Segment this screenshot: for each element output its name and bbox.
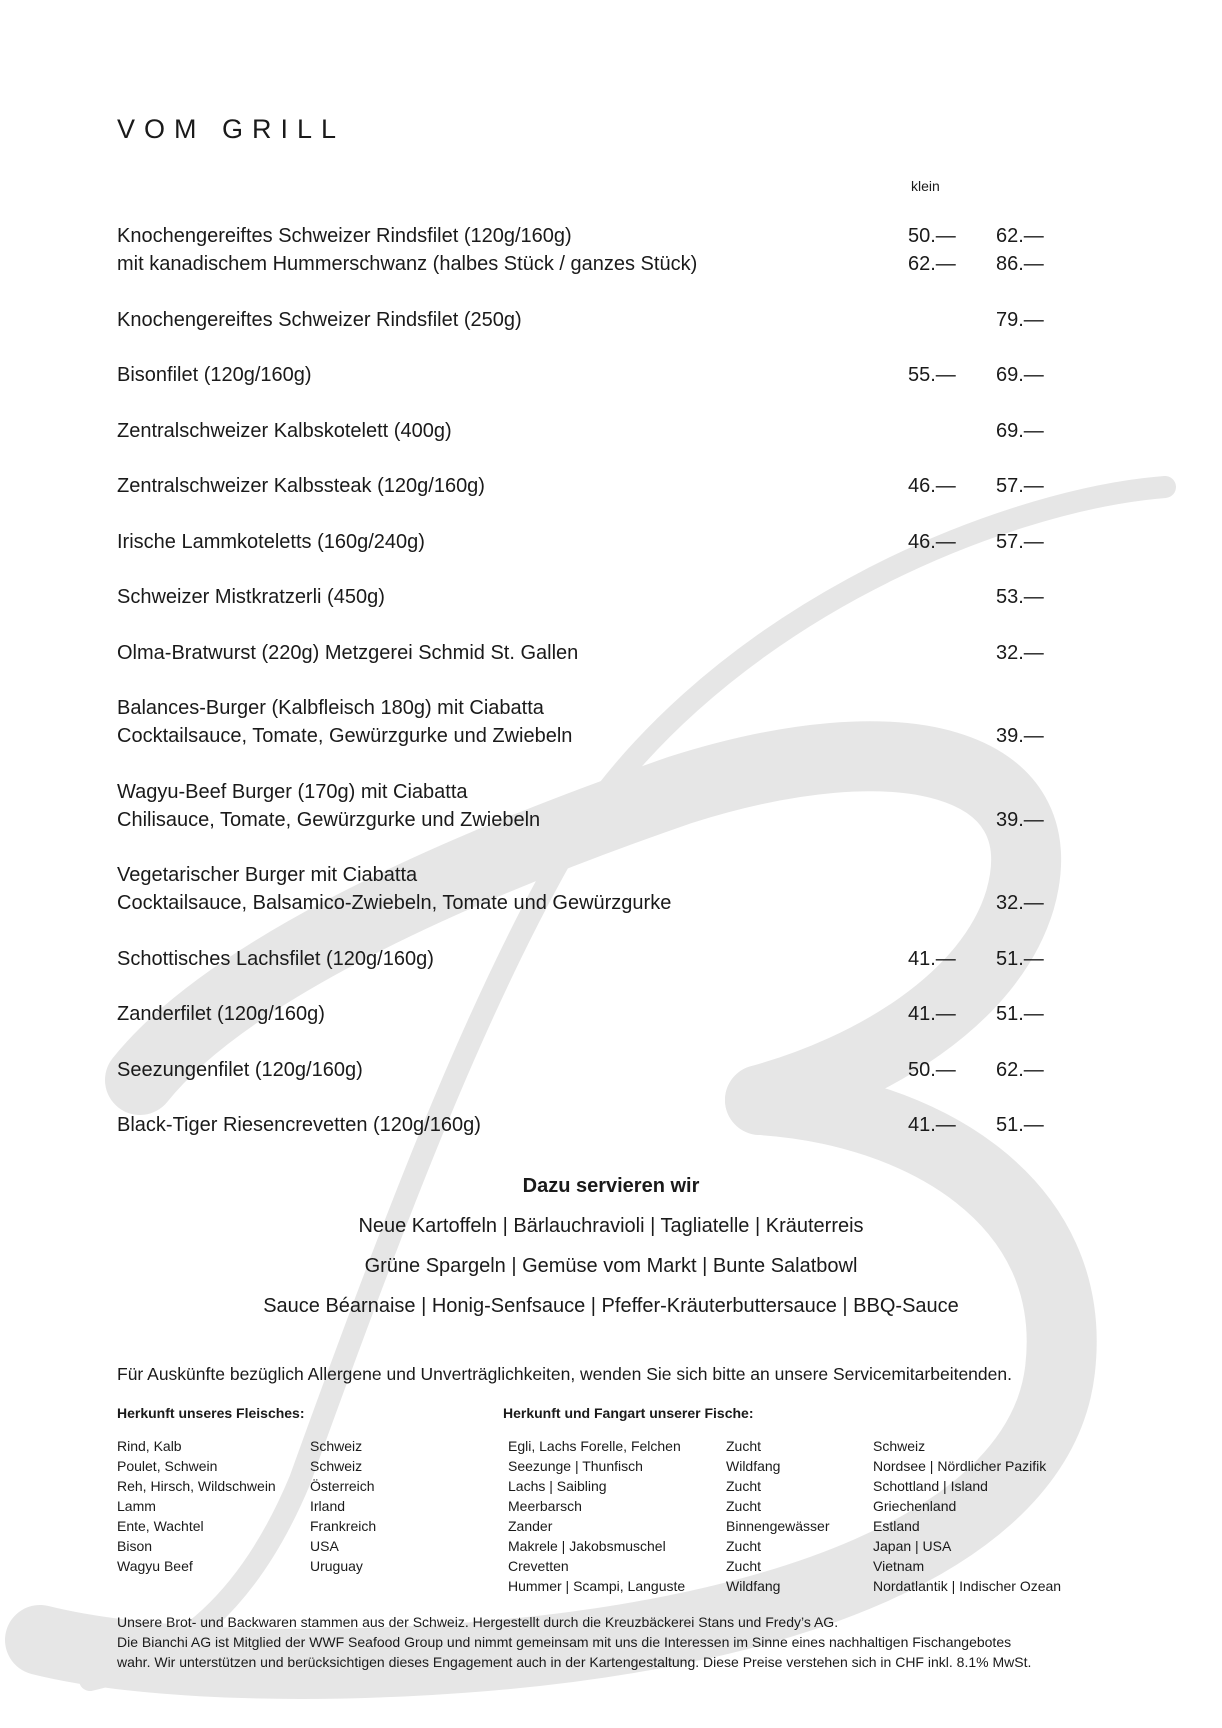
menu-item-line [117, 250, 1057, 278]
menu-item-name: Schweizer Mistkratzerli (450g) [117, 586, 385, 608]
menu-item-name: Seezungenfilet (120g/160g) [117, 1058, 363, 1081]
price-small: 41.— [908, 947, 956, 970]
meat-origin-row [117, 1436, 457, 1456]
fish-type: Makrele | Jakobsmuschel [508, 1538, 666, 1554]
meat-type: Bison [117, 1538, 153, 1554]
price-small: 46.— [908, 475, 956, 497]
footer-line: wahr. Wir unterstützen und berücksichtigen dieses Engagement auch in der Kartengestaltung. Diese Preise verstehen sich in CHF inkl. 8.1% MwSt. [117, 1654, 1032, 1670]
menu-list [117, 222, 1057, 1167]
meat-country: USA [310, 1538, 339, 1554]
menu-item [117, 694, 1057, 750]
menu-item [117, 861, 1057, 917]
fish-region: Nordsee | Nördlicher Pazifik [873, 1458, 1047, 1474]
side-dishes-row: Sauce Béarnaise | Honig-Senfsauce | Pfeffer-Kräuterbuttersauce | BBQ-Sauce [263, 1295, 959, 1317]
meat-type: Poulet, Schwein [117, 1458, 218, 1474]
fish-origin-row [503, 1436, 1103, 1456]
fish-origin-row [503, 1556, 1103, 1576]
menu-item-name: Chilisauce, Tomate, Gewürzgurke und Zwiebeln [117, 808, 541, 831]
fish-method: Zucht [726, 1498, 762, 1514]
side-dishes-heading: Dazu servieren wir [522, 1175, 700, 1197]
menu-item-name: Irische Lammkoteletts (160g/240g) [117, 530, 425, 553]
menu-item-name: Olma-Bratwurst (220g) Metzgerei Schmid St. Gallen [117, 641, 579, 664]
menu-item-name: Zanderfilet (120g/160g) [117, 1003, 325, 1025]
menu-item-line [117, 306, 1057, 334]
menu-item [117, 306, 1057, 334]
price-regular: 53.— [996, 586, 1044, 608]
menu-item-name: Bisonfilet (120g/160g) [117, 364, 312, 386]
menu-item [117, 1056, 1057, 1084]
price-regular: 69.— [996, 364, 1044, 386]
menu-item [117, 639, 1057, 667]
menu-item [117, 1000, 1057, 1028]
fish-method: Zucht [726, 1558, 762, 1574]
footer-line: Unsere Brot- und Backwaren stammen aus der Schweiz. Hergestellt durch die Kreuzbäckerei Stans und Fredy’s AG. [117, 1614, 839, 1630]
menu-item-line [117, 806, 1057, 834]
price-small: 41.— [908, 1114, 956, 1136]
fish-method: Binnengewässer [726, 1518, 830, 1534]
fish-origin-heading: Herkunft und Fangart unserer Fische: [503, 1405, 754, 1421]
fish-region: Schweiz [873, 1438, 926, 1454]
allergen-note: Für Auskünfte bezüglich Allergene und Unverträglichkeiten, wenden Sie sich bitte an unsere Servicemitarbeitenden. [117, 1364, 1012, 1384]
menu-item-line [117, 639, 1057, 667]
menu-item [117, 528, 1057, 556]
fish-type: Lachs | Saibling [508, 1478, 607, 1494]
price-regular: 79.— [996, 308, 1044, 331]
price-regular: 86.— [996, 253, 1044, 275]
menu-item-name: Black-Tiger Riesencrevetten (120g/160g) [117, 1114, 481, 1136]
fish-type: Hummer | Scampi, Languste [508, 1578, 686, 1594]
side-dishes-row: Neue Kartoffeln | Bärlauchravioli | Tagliatelle | Kräuterreis [358, 1215, 864, 1237]
meat-origin-heading: Herkunft unseres Fleisches: [117, 1405, 305, 1421]
menu-item-name: Knochengereiftes Schweizer Rindsfilet (120g/160g) [117, 225, 572, 247]
menu-item-name: Zentralschweizer Kalbskotelett (400g) [117, 419, 452, 442]
price-small: 50.— [908, 225, 956, 247]
meat-country: Österreich [310, 1478, 375, 1494]
meat-country: Schweiz [310, 1438, 363, 1454]
side-dishes [0, 1172, 1222, 1320]
price-regular: 39.— [996, 725, 1044, 747]
meat-origin-table [117, 1404, 457, 1576]
menu-item-name: Zentralschweizer Kalbssteak (120g/160g) [117, 475, 485, 497]
fish-method: Zucht [726, 1478, 762, 1494]
menu-item-line [117, 472, 1057, 500]
fish-origin-row [503, 1496, 1103, 1516]
fish-origin-row [503, 1536, 1103, 1556]
meat-type: Reh, Hirsch, Wildschwein [117, 1478, 276, 1494]
menu-item-line [117, 222, 1057, 250]
meat-origin-row [117, 1496, 457, 1516]
menu-item-name: Schottisches Lachsfilet (120g/160g) [117, 947, 434, 970]
price-regular: 51.— [996, 947, 1044, 970]
price-regular: 62.— [996, 225, 1044, 247]
price-regular: 32.— [996, 892, 1044, 914]
meat-country: Irland [310, 1498, 346, 1514]
meat-country: Schweiz [310, 1458, 363, 1474]
menu-item-line [117, 528, 1057, 556]
meat-type: Rind, Kalb [117, 1438, 182, 1454]
meat-origin-row [117, 1456, 457, 1476]
footer-line: Die Bianchi AG ist Mitglied der WWF Seafood Group und nimmt gemeinsam mit uns die Interessen im Sinne eines nachhaltigen Fischangebotes [117, 1634, 1012, 1650]
fish-method: Zucht [726, 1538, 762, 1554]
fish-region: Griechenland [873, 1498, 957, 1514]
fish-region: Japan | USA [873, 1538, 952, 1554]
menu-item-line [117, 945, 1057, 973]
meat-type: Ente, Wachtel [117, 1518, 204, 1534]
menu-item [117, 417, 1057, 445]
fish-origin-row [503, 1456, 1103, 1476]
fish-type: Egli, Lachs Forelle, Felchen [508, 1438, 681, 1454]
fish-type: Seezunge | Thunfisch [508, 1458, 643, 1474]
size-label-small: klein [911, 178, 940, 194]
menu-item [117, 222, 1057, 278]
menu-item-line [117, 1000, 1057, 1028]
fish-origin-row [503, 1476, 1103, 1496]
menu-item [117, 361, 1057, 389]
footer-notes [117, 1612, 1117, 1672]
fish-region: Nordatlantik | Indischer Ozean [873, 1578, 1062, 1594]
price-small: 41.— [908, 1003, 956, 1025]
menu-item-name: Vegetarischer Burger mit Ciabatta [117, 864, 418, 886]
meat-origin-row [117, 1516, 457, 1536]
fish-method: Wildfang [726, 1458, 781, 1474]
meat-origin-row [117, 1476, 457, 1496]
menu-item-name: mit kanadischem Hummerschwanz (halbes Stück / ganzes Stück) [117, 253, 698, 275]
fish-region: Vietnam [873, 1558, 925, 1574]
fish-region: Estland [873, 1518, 920, 1534]
menu-item-line [117, 1056, 1057, 1084]
menu-item-name: Cocktailsauce, Balsamico-Zwiebeln, Tomate und Gewürzgurke [117, 892, 672, 914]
price-regular: 51.— [996, 1114, 1044, 1136]
price-regular: 57.— [996, 530, 1044, 553]
price-small: 46.— [908, 530, 956, 553]
menu-item-line [117, 889, 1057, 917]
menu-item [117, 945, 1057, 973]
menu-item-line [117, 1111, 1057, 1139]
menu-item-line [117, 722, 1057, 750]
price-small: 55.— [908, 364, 956, 386]
meat-origin-row [117, 1556, 457, 1576]
menu-item-line [117, 583, 1057, 611]
menu-item-line [117, 778, 1057, 806]
menu-item-line [117, 417, 1057, 445]
price-small: 62.— [908, 253, 956, 275]
menu-item [117, 1111, 1057, 1139]
fish-origin-table [503, 1404, 1103, 1596]
price-regular: 51.— [996, 1003, 1044, 1025]
fish-type: Zander [508, 1518, 553, 1534]
fish-method: Wildfang [726, 1578, 781, 1594]
fish-method: Zucht [726, 1438, 762, 1454]
meat-country: Uruguay [310, 1558, 363, 1574]
menu-item-line [117, 694, 1057, 722]
fish-type: Meerbarsch [508, 1498, 582, 1514]
menu-item-line [117, 861, 1057, 889]
menu-item-name: Knochengereiftes Schweizer Rindsfilet (250g) [117, 308, 522, 331]
menu-item-name: Balances-Burger (Kalbfleisch 180g) mit Ciabatta [117, 697, 544, 719]
menu-item-name: Wagyu-Beef Burger (170g) mit Ciabatta [117, 780, 468, 803]
menu-item [117, 472, 1057, 500]
meat-type: Lamm [117, 1498, 156, 1514]
menu-item-name: Cocktailsauce, Tomate, Gewürzgurke und Zwiebeln [117, 725, 573, 747]
meat-country: Frankreich [310, 1518, 377, 1534]
fish-region: Schottland | Island [873, 1478, 988, 1494]
menu-item [117, 583, 1057, 611]
meat-type: Wagyu Beef [117, 1558, 193, 1574]
price-regular: 39.— [996, 808, 1044, 831]
side-dishes-row: Grüne Spargeln | Gemüse vom Markt | Bunte Salatbowl [364, 1255, 858, 1277]
price-regular: 69.— [996, 419, 1044, 442]
price-regular: 62.— [996, 1058, 1044, 1081]
meat-origin-row [117, 1536, 457, 1556]
fish-origin-row [503, 1516, 1103, 1536]
section-title: VOM GRILL [117, 114, 346, 144]
price-regular: 57.— [996, 475, 1044, 497]
fish-type: Crevetten [508, 1558, 569, 1574]
price-small: 50.— [908, 1058, 956, 1081]
fish-origin-row [503, 1576, 1103, 1596]
price-regular: 32.— [996, 641, 1044, 664]
menu-item [117, 778, 1057, 834]
menu-item-line [117, 361, 1057, 389]
